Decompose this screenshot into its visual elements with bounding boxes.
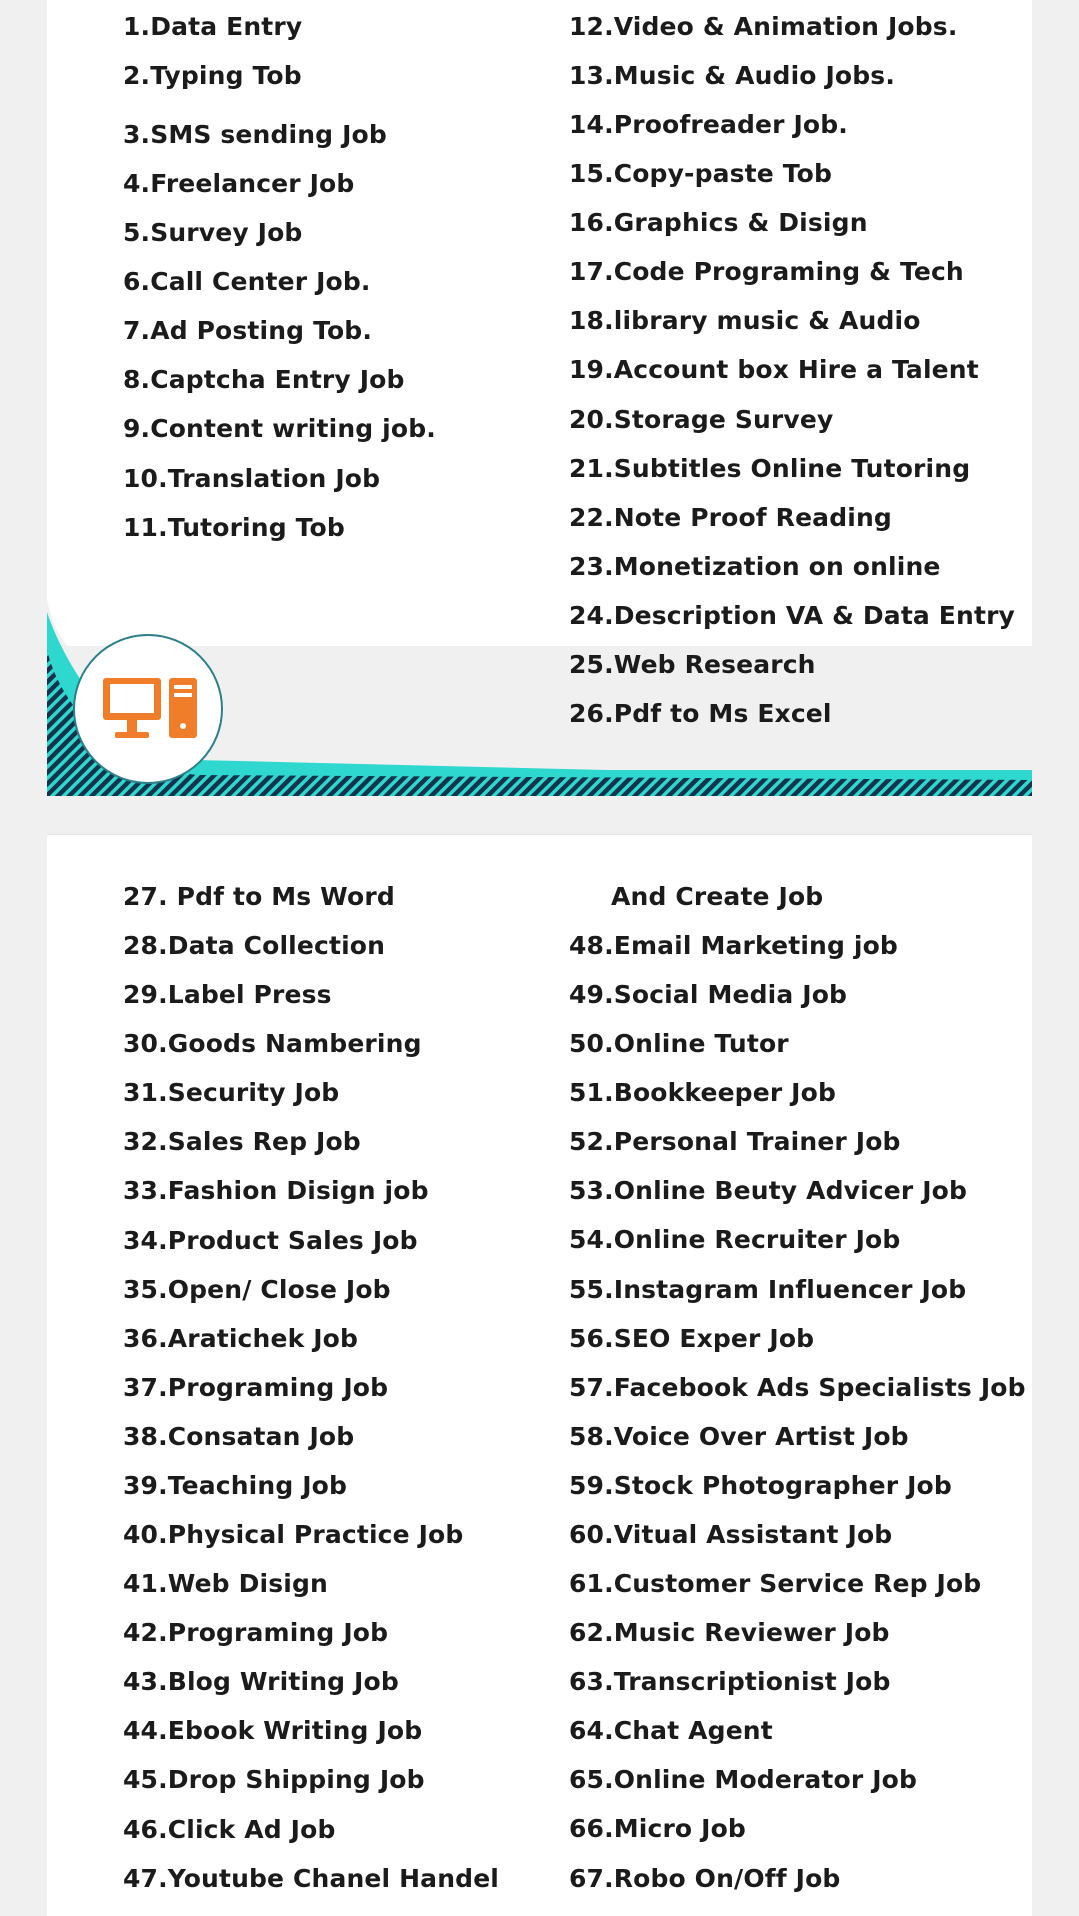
list-item: 14.Proofreader Job. — [569, 110, 848, 139]
list-item: 1.Data Entry — [123, 12, 303, 41]
list-item: 42.Programing Job — [123, 1618, 389, 1647]
list-item: 8.Captcha Entry Job — [123, 365, 405, 394]
list-item: 18.library music & Audio — [569, 306, 921, 335]
list-item: 54.Online Recruiter Job — [569, 1225, 901, 1254]
list-item: 43.Blog Writing Job — [123, 1667, 399, 1696]
list-item: 22.Note Proof Reading — [569, 503, 892, 532]
list-item: 26.Pdf to Ms Excel — [569, 699, 832, 728]
list-item: 65.Online Moderator Job — [569, 1765, 918, 1794]
list-item: 16.Graphics & Disign — [569, 208, 868, 237]
list-item: 25.Web Research — [569, 650, 816, 679]
list-item: 33.Fashion Disign job — [123, 1176, 429, 1205]
list-item: 52.Personal Trainer Job — [569, 1127, 901, 1156]
list-item: 24.Description VA & Data Entry — [569, 601, 1015, 630]
list-item: 28.Data Collection — [123, 931, 386, 960]
list-item: 66.Micro Job — [569, 1814, 746, 1843]
list-item: 46.Click Ad Job — [123, 1815, 336, 1844]
list-item: 50.Online Tutor — [569, 1029, 789, 1058]
list-item: 13.Music & Audio Jobs. — [569, 61, 895, 90]
list-item: 51.Bookkeeper Job — [569, 1078, 836, 1107]
list-item: 62.Music Reviewer Job — [569, 1618, 890, 1647]
list-item: 23.Monetization on online — [569, 552, 941, 581]
list-item: 53.Online Beuty Advicer Job — [569, 1176, 968, 1205]
list-item: 59.Stock Photographer Job — [569, 1471, 952, 1500]
list-item: 11.Tutoring Tob — [123, 513, 345, 542]
list-item: 21.Subtitles Online Tutoring — [569, 454, 971, 483]
list-item: 36.Aratichek Job — [123, 1324, 359, 1353]
list-item: 38.Consatan Job — [123, 1422, 355, 1451]
list-item: 64.Chat Agent — [569, 1716, 773, 1745]
list-item: 10.Translation Job — [123, 464, 381, 493]
list-item: 58.Voice Over Artist Job — [569, 1422, 909, 1451]
list-item: 5.Survey Job — [123, 218, 303, 247]
list-item: 57.Facebook Ads Specialists Job — [569, 1373, 1026, 1402]
list-item: 31.Security Job — [123, 1078, 340, 1107]
list-item: 12.Video & Animation Jobs. — [569, 12, 958, 41]
list-item: 20.Storage Survey — [569, 405, 834, 434]
list-item: 29.Label Press — [123, 980, 332, 1009]
list-item: 49.Social Media Job — [569, 980, 848, 1009]
computer-badge — [73, 634, 223, 784]
list-item: 44.Ebook Writing Job — [123, 1716, 423, 1745]
list-item: 39.Teaching Job — [123, 1471, 348, 1500]
list-item: 30.Goods Nambering — [123, 1029, 422, 1058]
list-item: 27. Pdf to Ms Word — [123, 882, 395, 911]
computer-monitor-tower-icon — [101, 676, 199, 742]
list-item: 32.Sales Rep Job — [123, 1127, 361, 1156]
list-item: 2.Typing Tob — [123, 61, 302, 90]
list-item: 19.Account box Hire a Talent — [569, 355, 979, 384]
list-item: 34.Product Sales Job — [123, 1226, 418, 1255]
list-item: 35.Open/ Close Job — [123, 1275, 391, 1304]
list-item: 15.Copy-paste Tob — [569, 159, 832, 188]
list-item: 40.Physical Practice Job — [123, 1520, 464, 1549]
list-item: 47.Youtube Chanel Handel — [123, 1864, 500, 1893]
list-item: 41.Web Disign — [123, 1569, 328, 1598]
list-item: 61.Customer Service Rep Job — [569, 1569, 982, 1598]
list-item: 63.Transcriptionist Job — [569, 1667, 891, 1696]
list-item: 17.Code Programing & Tech — [569, 257, 964, 286]
list-item: 4.Freelancer Job — [123, 169, 355, 198]
list-item: 6.Call Center Job. — [123, 267, 371, 296]
list-item: 37.Programing Job — [123, 1373, 389, 1402]
list-item: 9.Content writing job. — [123, 414, 436, 443]
list-item: 60.Vitual Assistant Job — [569, 1520, 893, 1549]
list-item: 48.Email Marketing job — [569, 931, 898, 960]
list-item: 55.Instagram Influencer Job — [569, 1275, 967, 1304]
list-item: 3.SMS sending Job — [123, 120, 387, 149]
list-item: 67.Robo On/Off Job — [569, 1864, 841, 1893]
list-item: 45.Drop Shipping Job — [123, 1765, 425, 1794]
list-item: 7.Ad Posting Tob. — [123, 316, 372, 345]
list-item-continuation: And Create Job — [611, 882, 824, 911]
list-item: 56.SEO Exper Job — [569, 1324, 815, 1353]
